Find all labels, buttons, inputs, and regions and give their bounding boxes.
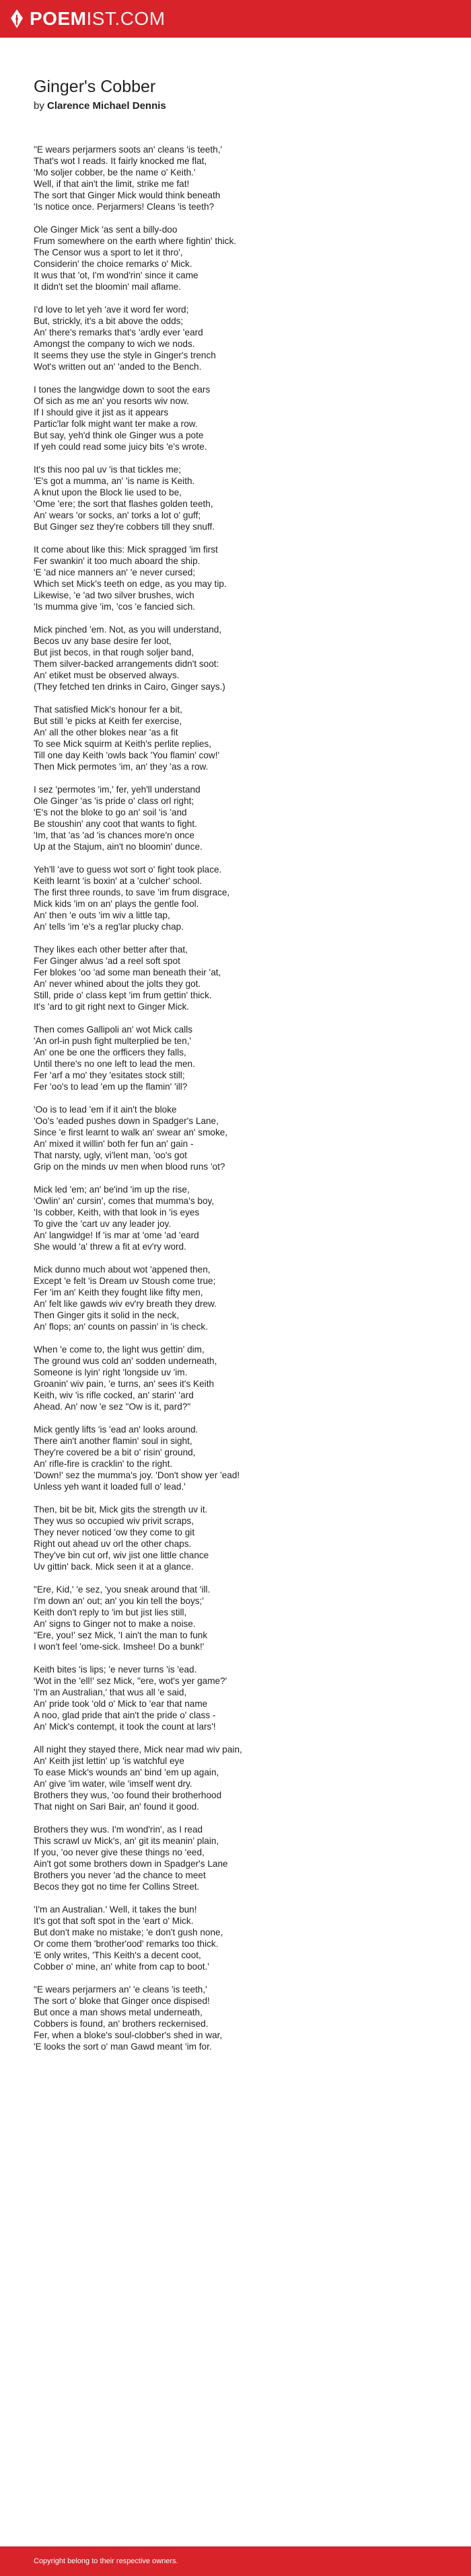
poem-line: There ain't another flamin' soul in sight, xyxy=(34,1436,192,1446)
poem-line: Brothers they wus. I'm wond'rin', as I read xyxy=(34,1824,203,1835)
poem-line: Fer 'im an' Keith they fought like fifty men, xyxy=(34,1287,203,1297)
poem-stanza xyxy=(34,384,471,452)
poem-line: Keith don't reply to 'im but jist lies still, xyxy=(34,1607,187,1617)
poem-line: Brothers you never 'ad the chance to meet xyxy=(34,1870,206,1880)
poem-line: Keith, wiv 'is rifle cocked, an' starin' 'ard xyxy=(34,1390,194,1400)
poem-line: Fer 'oo's to lead 'em up the flamin' 'ill? xyxy=(34,1082,188,1092)
poem-line: An' flops; an' counts on passin' in 'is check. xyxy=(34,1322,208,1332)
poem-body xyxy=(34,144,471,2052)
poem-line: Mick pinched 'em. Not, as you will understand, xyxy=(34,625,222,635)
poem-line: An' tells 'im 'e's a reg'lar plucky chap. xyxy=(34,922,184,932)
poem-line: An' etiket must be observed always. xyxy=(34,670,180,680)
poem-line: Brothers they wus, 'oo found their brotherhood xyxy=(34,1790,222,1800)
poem-line: 'Ome 'ere; the sort that flashes golden teeth, xyxy=(34,499,213,509)
poem-title: Ginger's Cobber xyxy=(34,77,156,96)
poem-line: I sez 'permotes 'im,' fer, yeh'll understand xyxy=(34,784,201,795)
poem-stanza xyxy=(34,1824,471,1892)
poem-line: It wus that 'ot, I'm wond'rin' since it came xyxy=(34,270,198,280)
poem-line: Then Mick permotes 'im, an' they 'as a row. xyxy=(34,762,209,772)
poem-line: A noo, glad pride that ain't the pride o' class - xyxy=(34,1710,216,1720)
pen-nib-icon[interactable] xyxy=(9,9,24,29)
poem-line: All night they stayed there, Mick near mad wiv pain, xyxy=(34,1744,242,1755)
poem-line: "Ere, you!' sez Mick, 'I ain't the man to funk xyxy=(34,1630,208,1640)
poem-line: It's got that soft spot in the 'eart o' Mick. xyxy=(34,1916,194,1926)
poem-line: Ain't got some brothers down in Spadger's Lane xyxy=(34,1859,228,1869)
poem-line: An' Keith jist lettin' up 'is watchful eye xyxy=(34,1756,184,1766)
poem-stanza xyxy=(34,464,471,532)
poem-line: But once a man shows metal underneath, xyxy=(34,2007,203,2017)
poem-stanza xyxy=(34,1344,471,1412)
poem-stanza xyxy=(34,1584,471,1652)
site-header xyxy=(0,0,471,38)
poem-line: A knut upon the Block lie used to be, xyxy=(34,487,182,497)
poem-line: 'Is notice once. Perjarmers! Cleans 'is teeth? xyxy=(34,202,215,212)
author-link[interactable]: Clarence Michael Dennis xyxy=(47,100,166,112)
poem-line: The first three rounds, to save 'im frum disgrace, xyxy=(34,887,230,897)
poem-line: It's 'ard to git right next to Ginger Mick. xyxy=(34,1002,190,1012)
poem-line: If yeh could read some juicy bits 'e's wrote. xyxy=(34,442,207,452)
poem-line: Till one day Keith 'owls back 'You flamin' cow!' xyxy=(34,750,220,760)
poem-line: It didn't set the bloomin' mail aflame. xyxy=(34,282,182,292)
poem-stanza xyxy=(34,1184,471,1252)
poem-line: Unless yeh want it loaded full o' lead.' xyxy=(34,1482,186,1492)
poem-line: Or come them 'brother'ood' remarks too thick. xyxy=(34,1939,219,1949)
poem-line: "E wears perjarmers soots an' cleans 'is teeth,' xyxy=(34,145,223,155)
poem-line: 'An orl-in push fight multerplied be ten,' xyxy=(34,1036,192,1046)
poem-line: An' rifle-fire is cracklin' to the right. xyxy=(34,1459,173,1469)
poem-line: Except 'e felt 'is Dream uv Stoush come true; xyxy=(34,1276,216,1286)
poem-line: Grip on the minds uv men when blood runs 'ot? xyxy=(34,1162,225,1172)
poem-line: The sort o' bloke that Ginger once dispised! xyxy=(34,1996,210,2006)
poem-stanza xyxy=(34,144,471,212)
poem-line: This scrawl uv Mick's, an' git its meanin' plain, xyxy=(34,1836,219,1846)
poem-line: Mick gently lifts 'is 'ead an' looks around. xyxy=(34,1424,198,1435)
poem-line: I'm down an' out; an' you kin tell the boys;' xyxy=(34,1596,204,1606)
poem-line: Ole Ginger 'as 'is pride o' class orl right; xyxy=(34,796,194,806)
poem-stanza xyxy=(34,1664,471,1732)
poem-line: Then Ginger gits it solid in the neck, xyxy=(34,1310,180,1320)
poem-line: Wot's written out an' 'anded to the Bench. xyxy=(34,362,202,372)
poem-stanza xyxy=(34,1904,471,1972)
poem-line: Well, if that ain't the limit, strike me fat! xyxy=(34,179,190,189)
poem-line: An' one be one the orfficers they falls, xyxy=(34,1047,186,1057)
poem-line: Keith learnt 'is boxin' at a 'culcher' school. xyxy=(34,876,202,886)
poem-line: Becos uv any base desire fer loot, xyxy=(34,636,172,646)
poem-line: Ahead. An' now 'e sez "Ow is it, pard?" xyxy=(34,1402,191,1412)
poem-line: Then, bit be bit, Mick gits the strength uv it. xyxy=(34,1504,208,1515)
poem-line: But, strickly, it's a bit above the odds; xyxy=(34,316,184,326)
poem-line: They never noticed 'ow they come to git xyxy=(34,1527,195,1537)
poem-line: Becos they got no time fer Collins Street. xyxy=(34,1882,200,1892)
poem-line: To see Mick squirm at Keith's perlite replies, xyxy=(34,739,211,749)
poem-line: Cobber o' mine, an' white from cap to boot.' xyxy=(34,1962,209,1972)
poem-line: An' signs to Ginger not to make a noise. xyxy=(34,1619,196,1629)
site-logo[interactable] xyxy=(30,9,166,28)
poem-line: 'Oo's 'eaded pushes down in Spadger's Lane, xyxy=(34,1116,219,1126)
poem-line: She would 'a' threw a fit at ev'ry word. xyxy=(34,1242,186,1252)
poem-stanza xyxy=(34,1264,471,1332)
poem-line: But Ginger sez they're cobbers till they snuff. xyxy=(34,522,215,532)
poem-line: 'Is cobber, Keith, with that look in 'is eyes xyxy=(34,1207,200,1217)
poem-line: But say, yeh'd think ole Ginger wus a pote xyxy=(34,430,204,440)
poem-stanza xyxy=(34,544,471,612)
poem-line: Groanin' wiv pain, 'e turns, an' sees it's Keith xyxy=(34,1379,215,1389)
poem-line: 'Im, that 'as 'ad 'is chances more'n once xyxy=(34,830,194,840)
poem-stanza xyxy=(34,1504,471,1572)
poem-line: 'E's not the bloke to go an' soil 'is 'and xyxy=(34,807,187,817)
poem-line: An' then 'e outs 'im wiv a little tap, xyxy=(34,910,170,920)
poem-line: 'E only writes, 'This Keith's a decent coot, xyxy=(34,1950,201,1960)
poem-line: Yeh'll 'ave to guess wot sort o' fight took place. xyxy=(34,864,222,875)
poem-line: An' never whined about the jolts they got. xyxy=(34,979,201,989)
poem-line: An' mixed it willin' both fer fun an' gain - xyxy=(34,1139,194,1149)
poem-line: They wus so occupied wiv privit scraps, xyxy=(34,1516,194,1526)
poem-line: Cobbers is found, an' brothers reckernised. xyxy=(34,2019,209,2029)
poem-line: 'Is mumma give 'im, 'cos 'e fancied sich. xyxy=(34,602,196,612)
poem-line: Considerin' the choice remarks o' Mick. xyxy=(34,259,192,269)
poem-line: (They fetched ten drinks in Cairo, Ginger says.) xyxy=(34,682,225,692)
poem-line: 'E 'ad nice manners an' 'e never cursed; xyxy=(34,567,196,577)
poem-line: If I should give it jist as it appears xyxy=(34,407,169,417)
poem-line: "Ere, Kid,' 'e sez, 'you sneak around that 'ill. xyxy=(34,1584,211,1595)
poem-line: But don't make no mistake; 'e don't gush none, xyxy=(34,1927,223,1937)
poem-line: To give the 'cart uv any leader joy. xyxy=(34,1219,172,1229)
poem-line: The ground wus cold an' sodden underneath, xyxy=(34,1356,217,1366)
poem-line: 'Wot in the 'ell!' sez Mick, "ere, wot's yer game?' xyxy=(34,1676,227,1686)
poem-stanza xyxy=(34,224,471,292)
poem-line: An' there's remarks that's 'ardly ever 'eard xyxy=(34,327,203,337)
poem-line: 'I'm an Australian,' that wus all 'e said, xyxy=(34,1687,187,1697)
poem-line: Mick led 'em; an' be'ind 'im up the rise, xyxy=(34,1184,190,1195)
poem-line: Someone is lyin' right 'longside uv 'im. xyxy=(34,1367,188,1377)
poem-line: Be stoushin' any coot that wants to fight. xyxy=(34,819,197,829)
poem-line: An' langwidge! If 'is mar at 'ome 'ad 'eard xyxy=(34,1230,199,1240)
poem-line: Mick kids 'im on an' plays the gentle fool. xyxy=(34,899,199,909)
poem-stanza xyxy=(34,304,471,372)
poem-line: Then comes Gallipoli an' wot Mick calls xyxy=(34,1024,193,1035)
poem-line: Ole Ginger Mick 'as sent a billy-doo xyxy=(34,225,178,235)
poem-line: Frum somewhere on the earth where fightin' thick. xyxy=(34,236,237,246)
poem-line: Likewise, 'e 'ad two silver brushes, wich xyxy=(34,590,194,600)
poem-stanza xyxy=(34,784,471,852)
poem-stanza xyxy=(34,1424,471,1492)
poem-line: An' wears 'or socks, an' torks a lot o' guff; xyxy=(34,510,201,520)
poem-line: But still 'e picks at Keith fer exercise, xyxy=(34,716,182,726)
by-label: by xyxy=(34,100,44,112)
poem-line: Right out ahead uv orl the other chaps. xyxy=(34,1539,192,1549)
poem-line: 'E looks the sort o' man Gawd meant 'im for. xyxy=(34,2042,212,2052)
poem-stanza xyxy=(34,704,471,772)
poem-stanza xyxy=(34,624,471,692)
poem-line: An' felt like gawds wiv ev'ry breath they drew. xyxy=(34,1299,217,1309)
poem-line: When 'e come to, the light wus gettin' dim, xyxy=(34,1344,205,1355)
poem-line: Fer blokes 'oo 'ad some man beneath their 'at, xyxy=(34,967,221,977)
poem-line: Them silver-backed arrangements didn't soot: xyxy=(34,659,219,669)
poem-line: Still, pride o' class kept 'im frum gettin' thick. xyxy=(34,990,212,1000)
poem-line: Mick dunno much about wot 'appened then, xyxy=(34,1264,211,1275)
poem-line: An' Mick's contempt, it took the count at lars'! xyxy=(34,1722,216,1732)
poem-line: An' all the other blokes near 'as a fit xyxy=(34,727,178,737)
poem-line: Up at the Stajum, ain't no bloomin' dunce. xyxy=(34,842,203,852)
poem-line: To ease Mick's wounds an' bind 'em up again, xyxy=(34,1767,219,1777)
poem-line: That's wot I reads. It fairly knocked me flat, xyxy=(34,156,207,166)
poem-line: An' pride took 'old o' Mick to 'ear that name xyxy=(34,1699,208,1709)
poem-line: It's this noo pal uv 'is that tickles me; xyxy=(34,465,182,475)
poem-line: That night on Sari Bair, an' found it good. xyxy=(34,1802,199,1812)
poem-line: They've bin cut orf, wiv jist one little chance xyxy=(34,1550,209,1560)
poem-stanza xyxy=(34,1104,471,1172)
poem-line: Fer 'arf a mo' they 'esitates stock still; xyxy=(34,1070,185,1080)
poem-line: The sort that Ginger Mick would think beneath xyxy=(34,190,221,200)
poem-line: That satisfied Mick's honour fer a bit, xyxy=(34,705,182,715)
poem-byline xyxy=(34,99,471,113)
poem-line: Until there's no one left to lead the men. xyxy=(34,1059,195,1069)
logo-bold-text: POEM xyxy=(30,8,87,29)
poem-line: I'd love to let yeh 'ave it word fer word; xyxy=(34,305,189,315)
poem-line: Partic'lar folk might want ter make a row. xyxy=(34,419,198,429)
poem-line: "E wears perjarmers an' 'e cleans 'is teeth,' xyxy=(34,1984,207,1995)
poem-line: Since 'e first learnt to walk an' swear an' smoke, xyxy=(34,1127,228,1137)
site-footer xyxy=(0,2546,471,2576)
poem-line: Uv gittin' back. Mick seen it at a glance. xyxy=(34,1562,194,1572)
poem-line: Of sich as me an' you resorts wiv now. xyxy=(34,396,189,406)
poem-line: It come about like this: Mick spragged 'im first xyxy=(34,545,218,555)
poem-content xyxy=(0,38,471,2052)
poem-line: I tones the langwidge down to soot the ears xyxy=(34,385,211,395)
poem-line: 'I'm an Australian.' Well, it takes the bun! xyxy=(34,1904,197,1915)
poem-line: 'E's got a mumma, an' 'is name is Keith. xyxy=(34,476,195,486)
logo-light-text: IST.COM xyxy=(86,8,166,29)
poem-line: 'Down!' sez the mumma's joy. 'Don't show yer 'ead! xyxy=(34,1470,240,1480)
poem-stanza xyxy=(34,864,471,932)
poem-line: Fer Ginger alwus 'ad a reel soft spot xyxy=(34,956,180,966)
poem-stanza xyxy=(34,1744,471,1812)
poem-line: That narsty, ugly, vi'lent man, 'oo's got xyxy=(34,1150,187,1160)
poem-line: They're covered be a bit o' risin' ground, xyxy=(34,1447,196,1457)
poem-line: Fer swankin' it too much aboard the ship. xyxy=(34,556,201,566)
poem-line: If you, 'oo never give these things no 'eed, xyxy=(34,1847,205,1857)
poem-line: Which set Mick's teeth on edge, as you may tip. xyxy=(34,579,227,589)
poem-stanza xyxy=(34,944,471,1012)
poem-line: Amongst the company to wich we nods. xyxy=(34,339,195,349)
poem-line: An' give 'im water, wile 'imself went dry. xyxy=(34,1779,192,1789)
poem-line: 'Owlin' an' cursin', comes that mumma's boy, xyxy=(34,1196,215,1206)
copyright-text: Copyright belong to their respective owners. xyxy=(34,2557,178,2565)
poem-line: It seems they use the style in Ginger's trench xyxy=(34,350,216,360)
poem-line: They likes each other better after that, xyxy=(34,944,188,955)
poem-line: But jist becos, in that rough soljer band, xyxy=(34,647,194,657)
poem-line: The Censor wus a sport to let it thro', xyxy=(34,247,183,257)
poem-line: Keith bites 'is lips; 'e never turns 'is 'ead. xyxy=(34,1664,197,1675)
poem-stanza xyxy=(34,1984,471,2052)
poem-line: 'Mo soljer cobber, be the name o' Keith.' xyxy=(34,167,196,177)
poem-line: I won't feel 'ome-sick. Imshee! Do a bunk!' xyxy=(34,1642,205,1652)
poem-line: Fer, when a bloke's soul-clobber's shed in war, xyxy=(34,2030,223,2040)
poem-line: 'Oo is to lead 'em if it ain't the bloke xyxy=(34,1104,177,1115)
poem-stanza xyxy=(34,1024,471,1092)
